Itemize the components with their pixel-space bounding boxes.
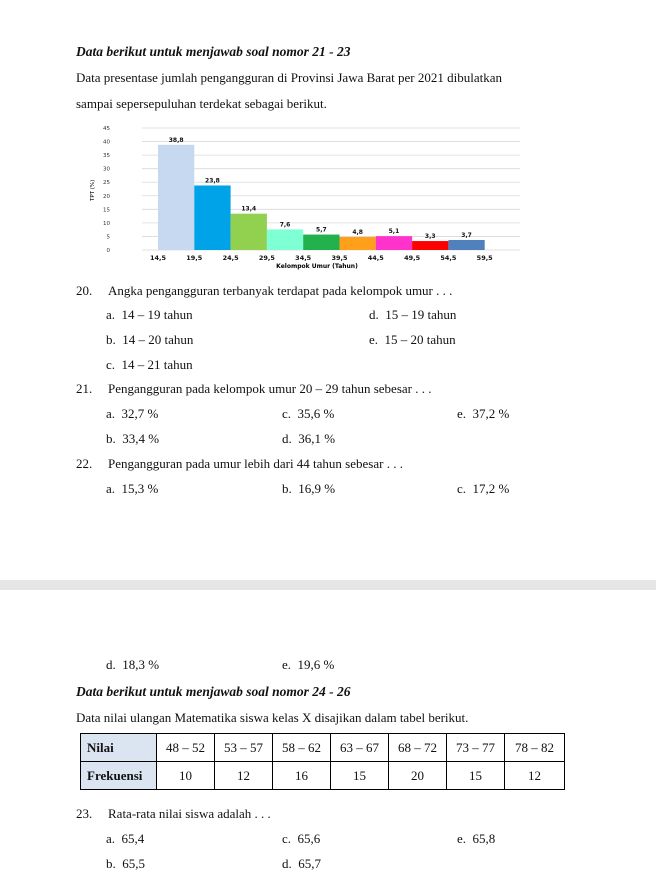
y-tick-label: 25 <box>103 180 110 187</box>
question-number: 20. <box>76 283 93 298</box>
x-tick-label: 14,5 <box>149 254 167 262</box>
section2-heading: Data berikut untuk menjawab soal nomor 24 - 26 <box>76 684 351 699</box>
q22-option-c[interactable] <box>457 481 509 497</box>
option-letter: c. <box>282 406 292 421</box>
q22-option-b[interactable] <box>282 481 335 497</box>
option-letter: d. <box>369 307 379 322</box>
x-tick-label: 29,5 <box>258 254 275 262</box>
table-row-nilai <box>81 734 565 762</box>
x-tick-label: 54,5 <box>440 254 457 262</box>
option-text: 35,6 % <box>297 406 335 421</box>
q21-option-b[interactable] <box>106 431 159 447</box>
section1-intro-line1: Data presentase jumlah pengangguran di Provinsi Jawa Barat per 2021 dibulatkan <box>76 70 502 85</box>
table-cell: 10 <box>157 762 215 790</box>
bar-value-label: 38,8 <box>168 136 184 144</box>
option-text: 65,4 <box>121 831 145 846</box>
table-cell: 53 – 57 <box>215 734 273 762</box>
y-tick-label: 45 <box>103 126 110 132</box>
option-text: 14 – 20 tahun <box>122 332 194 347</box>
option-text: 15 – 20 tahun <box>384 332 456 347</box>
bar-value-label: 7,6 <box>279 221 291 229</box>
q20-option-d[interactable] <box>369 307 456 323</box>
option-letter: d. <box>282 431 292 446</box>
frequency-table <box>80 733 565 790</box>
option-letter: b. <box>282 481 292 496</box>
option-letter: a. <box>106 307 116 322</box>
q22-option-d[interactable] <box>106 657 159 673</box>
option-text: 33,4 % <box>122 431 160 446</box>
q23-option-d[interactable] <box>282 856 321 872</box>
option-letter: b. <box>106 856 116 871</box>
option-letter: c. <box>457 481 467 496</box>
question-22 <box>76 456 616 474</box>
q20-option-e[interactable] <box>369 332 456 348</box>
option-text: 18,3 % <box>122 657 160 672</box>
question-20 <box>76 283 616 301</box>
table-cell: 58 – 62 <box>273 734 331 762</box>
option-letter: d. <box>106 657 116 672</box>
q23-option-e[interactable] <box>457 831 495 847</box>
q20-option-b[interactable] <box>106 332 193 348</box>
q20-option-a[interactable] <box>106 307 193 323</box>
table-cell: 12 <box>505 762 565 790</box>
option-text: 65,6 <box>297 831 321 846</box>
option-letter: e. <box>369 332 379 347</box>
x-tick-label: 59,5 <box>476 254 493 262</box>
option-letter: b. <box>106 332 116 347</box>
table-header-cell: Nilai <box>81 734 157 762</box>
chart-x-axis-label: Kelompok Umur (Tahun) <box>276 263 358 270</box>
option-letter: a. <box>106 406 116 421</box>
bar-value-label: 13,4 <box>241 205 257 213</box>
x-tick-label: 34,5 <box>295 254 312 262</box>
q23-option-a[interactable] <box>106 831 144 847</box>
x-tick-label: 39,5 <box>331 254 348 262</box>
option-letter: d. <box>282 856 292 871</box>
option-letter: a. <box>106 831 116 846</box>
table-cell: 15 <box>447 762 505 790</box>
bar <box>231 214 267 250</box>
option-text: 16,9 % <box>298 481 336 496</box>
option-text: 15 – 19 tahun <box>385 307 457 322</box>
option-text: 15,3 % <box>121 481 159 496</box>
option-text: 65,5 <box>122 856 145 871</box>
option-text: 19,6 % <box>297 657 335 672</box>
x-tick-label: 24,5 <box>222 254 239 262</box>
option-letter: c. <box>106 357 116 372</box>
bar <box>158 145 194 250</box>
bar <box>340 237 376 250</box>
bar <box>448 240 484 250</box>
bar-value-label: 23,8 <box>205 177 220 185</box>
bar <box>194 185 230 250</box>
chart-y-axis-label: TPT (%) <box>90 179 96 202</box>
question-text: Pengangguran pada umur lebih dari 44 tahun sebesar . . . <box>108 456 403 471</box>
option-text: 14 – 21 tahun <box>121 357 193 372</box>
bar-value-label: 5,1 <box>388 228 400 236</box>
q21-option-d[interactable] <box>282 431 335 447</box>
bar-value-label: 3,3 <box>424 233 436 241</box>
chart-x-ticks <box>150 254 493 262</box>
table-cell: 48 – 52 <box>157 734 215 762</box>
q22-option-a[interactable] <box>106 481 158 497</box>
q21-option-a[interactable] <box>106 406 158 422</box>
q21-option-e[interactable] <box>457 406 509 422</box>
question-text: Pengangguran pada kelompok umur 20 – 29 tahun sebesar . . . <box>108 381 432 396</box>
table-cell: 12 <box>215 762 273 790</box>
x-tick-label: 49,5 <box>404 254 421 262</box>
y-tick-label: 30 <box>103 166 110 173</box>
table-cell: 73 – 77 <box>447 734 505 762</box>
question-number: 21. <box>76 381 93 396</box>
section1-heading: Data berikut untuk menjawab soal nomor 21 - 23 <box>76 44 351 59</box>
bar <box>267 229 303 250</box>
option-letter: e. <box>282 657 292 672</box>
y-tick-label: 20 <box>103 193 110 200</box>
option-letter: b. <box>106 431 116 446</box>
y-tick-label: 35 <box>103 153 110 160</box>
chart-y-ticks <box>103 126 111 254</box>
bar <box>376 236 412 250</box>
table-cell: 16 <box>273 762 331 790</box>
question-number: 23. <box>76 806 93 821</box>
bar-value-label: 4,8 <box>352 228 363 236</box>
question-number: 22. <box>76 456 93 471</box>
question-text: Rata-rata nilai siswa adalah . . . <box>108 806 271 821</box>
bar <box>303 235 339 250</box>
chart-bars <box>158 145 485 250</box>
question-text: Angka pengangguran terbanyak terdapat pada kelompok umur . . . <box>108 283 453 298</box>
q23-option-b[interactable] <box>106 856 145 872</box>
page-separator <box>0 580 656 590</box>
bar <box>412 241 448 250</box>
table-cell: 20 <box>389 762 447 790</box>
y-tick-label: 5 <box>106 234 110 241</box>
y-tick-label: 15 <box>103 207 110 214</box>
option-letter: c. <box>282 831 292 846</box>
table-cell: 63 – 67 <box>331 734 389 762</box>
table-row-frekuensi <box>81 762 565 790</box>
q21-option-c[interactable] <box>282 406 334 422</box>
table-cell: 68 – 72 <box>389 734 447 762</box>
q20-option-c[interactable] <box>106 357 193 373</box>
question-23 <box>76 806 616 824</box>
option-letter: e. <box>457 406 467 421</box>
y-tick-label: 10 <box>103 220 110 227</box>
q23-option-c[interactable] <box>282 831 320 847</box>
option-text: 17,2 % <box>472 481 510 496</box>
bar-value-label: 5,7 <box>316 226 327 234</box>
y-tick-label: 40 <box>103 139 110 146</box>
x-tick-label: 44,5 <box>367 254 384 262</box>
table-header-cell: Frekuensi <box>81 762 157 790</box>
question-21 <box>76 381 616 399</box>
option-text: 65,8 <box>472 831 496 846</box>
option-text: 32,7 % <box>121 406 159 421</box>
unemployment-bar-chart <box>84 120 524 272</box>
option-letter: e. <box>457 831 467 846</box>
option-text: 14 – 19 tahun <box>121 307 193 322</box>
option-letter: a. <box>106 481 116 496</box>
section1-intro-line2: sampai sepersepuluhan terdekat sebagai berikut. <box>76 96 327 111</box>
y-tick-label: 0 <box>106 248 110 254</box>
option-text: 36,1 % <box>298 431 336 446</box>
option-text: 65,7 <box>298 856 321 871</box>
q22-option-e[interactable] <box>282 657 334 673</box>
section2-intro: Data nilai ulangan Matematika siswa kelas X disajikan dalam tabel berikut. <box>76 710 469 725</box>
option-text: 37,2 % <box>472 406 510 421</box>
table-cell: 78 – 82 <box>505 734 565 762</box>
x-tick-label: 19,5 <box>186 254 203 262</box>
bar-value-label: 3,7 <box>461 231 472 239</box>
table-cell: 15 <box>331 762 389 790</box>
